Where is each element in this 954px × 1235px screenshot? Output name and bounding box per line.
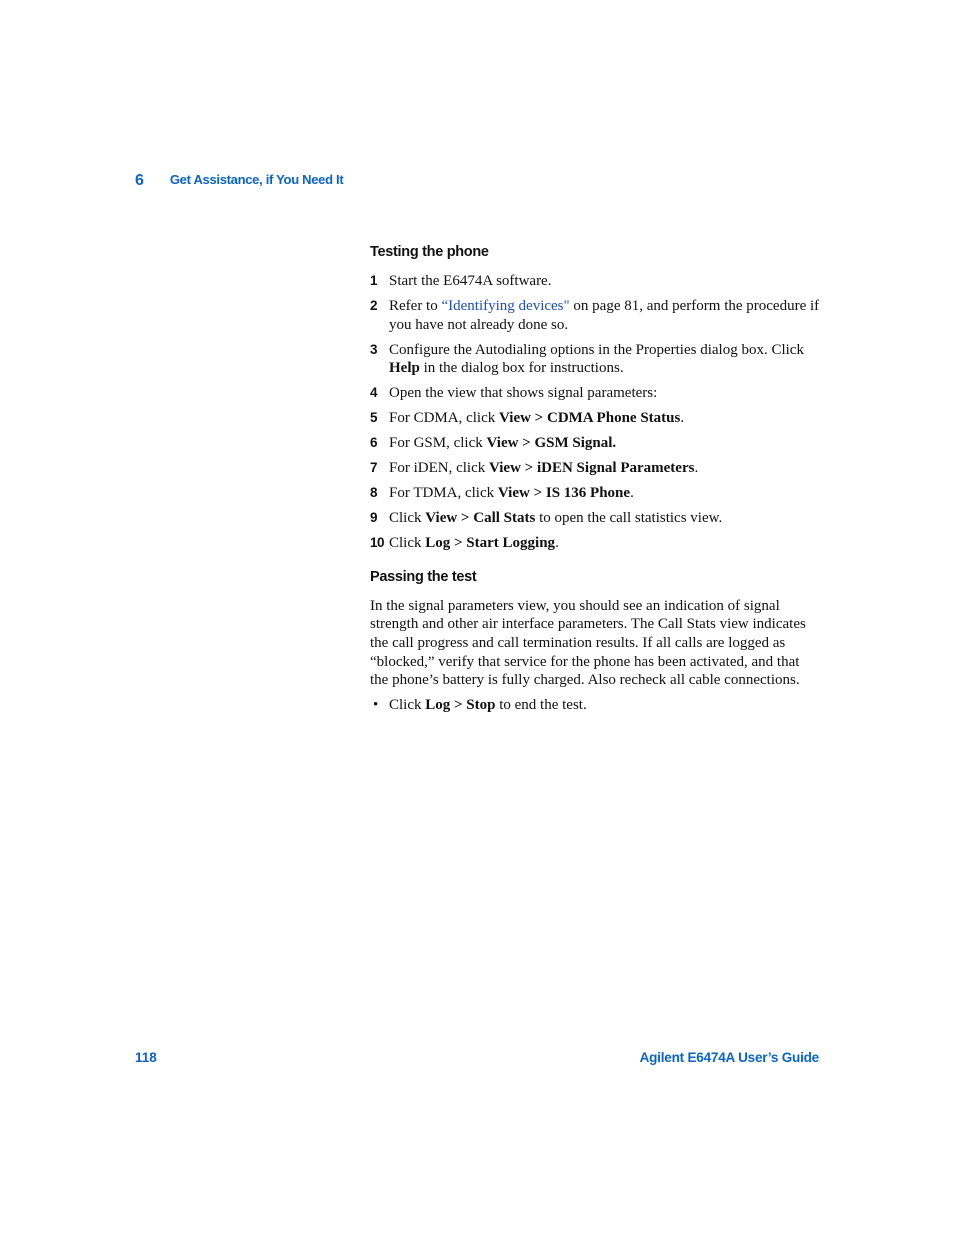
- text-run: For iDEN, click: [389, 460, 489, 476]
- guide-title: Agilent E6474A User’s Guide: [639, 1050, 819, 1065]
- text-run: Configure the Autodialing options in the Properties dialog box. Click: [389, 341, 804, 358]
- step-text: [389, 435, 616, 451]
- step-number: 3: [370, 341, 378, 357]
- bullet-item: [370, 696, 820, 715]
- step-number: 8: [370, 485, 378, 500]
- step-number: 4: [370, 385, 378, 400]
- step-item: [370, 484, 820, 503]
- step-number: 6: [370, 435, 378, 450]
- step-text: [389, 510, 722, 526]
- step-text: [389, 535, 559, 551]
- text-run: to end the test.: [495, 697, 587, 714]
- section-heading-testing: Testing the phone: [370, 244, 489, 260]
- step-number: 2: [370, 298, 378, 313]
- step-item: [370, 297, 820, 334]
- text-run: to open the call statistics view.: [535, 510, 723, 526]
- text-run: Refer to: [389, 298, 442, 314]
- main-content: [370, 242, 820, 715]
- step-item: [370, 434, 820, 453]
- text-run: Click: [389, 535, 426, 551]
- step-number: 9: [370, 510, 378, 525]
- text-run: in the dialog box for instructions.: [419, 360, 624, 376]
- step-text: [389, 385, 657, 401]
- chapter-number: 6: [135, 172, 144, 189]
- passing-paragraph: In the signal parameters view, you should see an indication of signal strength and other air interface parameters. The Call Stats view indicates the call progress and call termination results. If all calls are logged as “blocked,” verify that service for the phone has been activated, and that the phone’s battery is fully charged. Also recheck all cable connections.: [370, 597, 806, 689]
- step-text: [389, 273, 551, 289]
- bold-ui-reference: Log > Stop: [425, 697, 496, 714]
- passing-bullet-list: [370, 696, 820, 715]
- step-item: [370, 341, 820, 378]
- step-item: [370, 384, 820, 403]
- step-item: [370, 272, 820, 291]
- text-run: Click: [389, 510, 426, 526]
- chapter-title: Get Assistance, if You Need It: [169, 172, 344, 187]
- text-run: on page 81, and perform the procedure if you have not already done so.: [389, 298, 820, 333]
- bold-ui-reference: View > IS 136 Phone: [497, 485, 631, 501]
- section-heading-passing: Passing the test: [370, 568, 477, 585]
- step-text: [389, 485, 634, 501]
- cross-reference-link[interactable]: “Identifying devices": [441, 298, 570, 314]
- text-run: Click: [389, 697, 426, 714]
- text-run: For CDMA, click: [389, 410, 499, 426]
- step-text: [389, 460, 698, 476]
- bold-ui-reference: Help: [389, 360, 420, 376]
- step-number: 7: [370, 460, 378, 475]
- page-number: 118: [135, 1050, 157, 1065]
- step-text: [389, 298, 819, 333]
- bold-ui-reference: Log > Start Logging: [425, 535, 556, 551]
- text-run: .: [630, 485, 634, 501]
- bold-ui-reference: View > Call Stats: [425, 510, 536, 526]
- step-number: 1: [370, 273, 378, 288]
- text-run: Start the E6474A software.: [389, 273, 552, 289]
- text-run: For GSM, click: [389, 435, 487, 451]
- step-number: 10: [370, 535, 385, 550]
- step-text: [389, 342, 804, 377]
- step-item: [370, 459, 820, 478]
- bullet-icon: •: [373, 697, 379, 714]
- bold-ui-reference: View > CDMA Phone Status: [499, 410, 681, 426]
- text-run: For TDMA, click: [389, 485, 498, 501]
- bold-ui-reference: View > iDEN Signal Parameters: [488, 460, 695, 476]
- step-item: [370, 409, 820, 428]
- text-run: .: [555, 535, 559, 551]
- bullet-text: [389, 697, 587, 713]
- text-run: Open the view that shows signal parameters:: [389, 385, 658, 401]
- step-item: [370, 509, 820, 528]
- text-run: .: [680, 410, 685, 426]
- testing-steps-list: [370, 272, 820, 553]
- step-number: 5: [370, 410, 378, 425]
- bold-ui-reference: View > GSM Signal.: [486, 435, 617, 451]
- text-run: .: [694, 460, 699, 476]
- step-text: [389, 410, 684, 426]
- step-item: [370, 534, 820, 553]
- chapter-header: [135, 172, 343, 190]
